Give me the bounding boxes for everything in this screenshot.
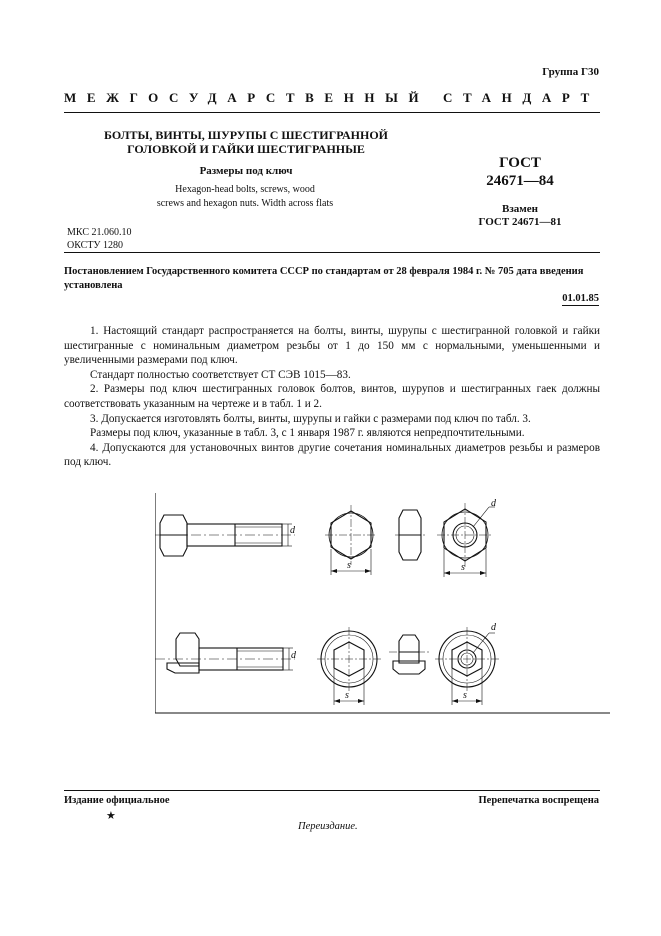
paragraph-2: Стандарт полностью соответствует СТ СЭВ 1015—83. [90, 368, 351, 381]
gost-label: ГОСТ [499, 155, 541, 171]
paragraph-5: Размеры под ключ, указанные в табл. 3, с 1 января 1987 г. являются непредпочтительными. [90, 427, 525, 440]
paragraph-1: 1. Настоящий стандарт распространяется на болты, винты, шурупы с шестигранной головкой и гайки шестигранные с номинальным диаметром резьбы от 1 до 150 мм с нормальными, уменьшенными и увеличенными размерами под ключ. [64, 325, 600, 367]
title-block-rule [64, 252, 600, 253]
official-edition: Издание официальное [64, 795, 170, 806]
english-title [120, 183, 370, 211]
hex-bolt-side-view [155, 515, 295, 556]
flange-nut-s-label: s [463, 690, 467, 701]
paragraph-6: 4. Допускаются для установочных винтов другие сочетания номинальных диаметров резьбы и размеров под ключ. [64, 441, 600, 469]
english-title-line-1: Hexagon-head bolts, screws, wood [175, 184, 315, 195]
figure-frame [155, 493, 610, 713]
classification-codes [67, 226, 131, 252]
gost-number [470, 154, 570, 190]
title-line-1: БОЛТЫ, ВИНТЫ, ШУРУПЫ С ШЕСТИГРАННОЙ [104, 128, 388, 142]
flange-nut-d-label: d [491, 622, 496, 633]
introduction-date: 01.01.85 [562, 293, 599, 304]
replaced-value: ГОСТ 24671—81 [478, 216, 562, 228]
gost-code: 24671—84 [486, 173, 554, 189]
hex-nut-end-view [437, 503, 495, 577]
bolt-d-label: d [290, 525, 295, 536]
mks-code: МКС 21.060.10 [67, 227, 132, 238]
decree-text: Постановлением Государственного комитета СССР по стандартам от 28 февраля 1984 г. № 705 дата введения установлена [64, 266, 584, 291]
reissue-note: Переиздание. [298, 821, 358, 832]
hex-nut-side-view [395, 510, 425, 560]
document-subtitle: Размеры под ключ [199, 165, 293, 177]
standard-banner: МЕЖГОСУДАРСТВЕННЫЙ СТАНДАРТ [64, 90, 600, 105]
paragraph-3: 2. Размеры под ключ шестигранных головок болтов, винтов, шурупов и шестигранных гаек должны соответствовать указанным на чертеже и в табл. 1 и 2. [64, 383, 600, 410]
group-code: Группа Г30 [542, 66, 599, 78]
flange-bolt-side-view [155, 633, 295, 673]
paragraph-4: 3. Допускается изготовлять болты, винты, шурупы и гайки с размерами под ключ по табл. 3. [90, 412, 531, 425]
okstu-code: ОКСТУ 1280 [67, 240, 124, 251]
replaced-standard [460, 203, 580, 229]
flange-head-s-label: s [345, 690, 349, 701]
fastener-drawing [155, 493, 615, 718]
flange-nut-end-view [435, 627, 499, 705]
header-rule [64, 112, 600, 113]
title-line-2: ГОЛОВКОЙ И ГАЙКИ ШЕСТИГРАННЫЕ [127, 142, 365, 156]
body-text [64, 324, 600, 470]
footer-rule [64, 790, 600, 791]
flange-nut-side-view [389, 635, 429, 674]
nut-d-label: d [491, 498, 496, 509]
reprint-prohibited: Перепечатка воспрещена [478, 795, 599, 806]
replaced-label: Взамен [502, 203, 538, 215]
document-title [72, 128, 420, 156]
flange-bolt-d-label: d [291, 650, 296, 661]
star-icon: ★ [106, 810, 116, 822]
flange-head-end-view [317, 627, 381, 705]
hex-head-end-view [325, 505, 377, 575]
head-s-label: s [347, 560, 351, 571]
english-title-line-2: screws and hexagon nuts. Width across flats [156, 198, 334, 209]
nut-s-label: s [461, 562, 465, 573]
